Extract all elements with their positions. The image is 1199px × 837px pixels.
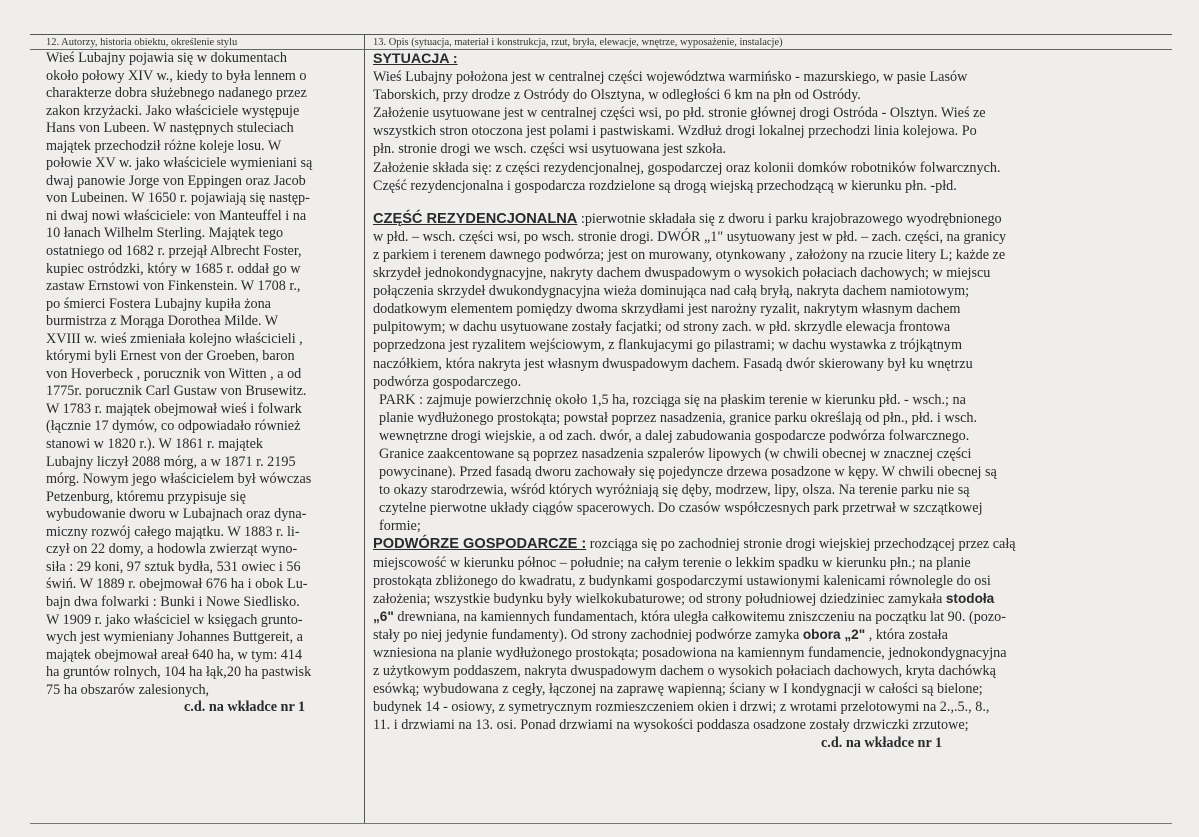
- history-line: Petzenburg, któremu przypisuje się: [46, 488, 246, 505]
- history-line: miczny rozwój całego majątku. W 1883 r. li-: [46, 523, 300, 540]
- farm-line: budynek 14 - osiowy, z symetrycznym rozmieszczeniem okien i drzwi; z wrotami przelotowymi na 2.,.5., 8.,: [373, 699, 990, 716]
- farm-heading: PODWÓRZE GOSPODARCZE :: [373, 536, 587, 553]
- history-line: ha gruntów rolnych, 104 ha łąk,20 ha pastwisk: [46, 664, 312, 681]
- history-line: ni dwaj nowi właściciele: von Manteuffel i na: [46, 207, 307, 224]
- continued-note-left: c.d. na wkładce nr 1: [184, 699, 306, 716]
- history-line: Lubajny liczył 2088 mórg, a w 1871 r. 2195: [46, 453, 296, 470]
- byre-text-end: , która została: [865, 626, 948, 643]
- situation-line: Założenie usytuowane jest w centralnej części wsi, po płd. stronie głównej drogi Ostróda - Olsztyn. Wieś ze: [373, 105, 986, 122]
- farm-line: [373, 590, 1169, 608]
- continued-note-right: c.d. na wkładce nr 1: [821, 735, 943, 752]
- history-line: burmistrza z Morąga Dorothea Milde. W: [46, 313, 279, 330]
- residential-first-text: :pierwotnie składała się z dworu i parku krajobrazowego wyodrębnionego: [577, 210, 1002, 227]
- history-line: połowie XV w. jako właściciele wymieniani są: [46, 155, 313, 172]
- farm-line: wzniesiona na planie wydłużonego prostokąta; posadowiona na kamiennym fundamencie, jednokondygnacyjna: [373, 645, 1007, 661]
- history-line: siła : 29 koni, 97 sztuk bydła, 531 owiec i 56: [46, 558, 301, 575]
- history-line: około połowy XIV w., kiedy to była lennem o: [46, 67, 307, 84]
- byre-line: [373, 626, 1169, 644]
- history-line: świń. W 1889 r. obejmował 676 ha i obok Lu-: [46, 576, 308, 593]
- history-line: czył on 22 domy, a hodowla zwierząt wyno-: [46, 541, 298, 558]
- residential-line: pulpitowym; w dachu usytuowane zostały facjatki; od strony zach. w płd. skrzydle elewacja frontowa: [373, 319, 951, 336]
- history-line: którymi byli Ernest von der Groeben, baron: [46, 348, 295, 365]
- park-line: formie;: [379, 518, 421, 535]
- park-line: czytelne pierwotne układy ciągów spacerowych. Do czasów współczesnych park przetrwał w szczątkowej: [379, 500, 983, 517]
- situation-line: Wieś Lubajny położona jest w centralnej części województwa warmińsko - mazurskiego, w pasie Lasów: [373, 69, 968, 86]
- farm-line-text: założenia; wszystkie budynku były wielkokubaturowe; od strony południowej dziedziniec zamykała: [373, 590, 943, 607]
- park-line: Granice zaakcentowane są poprzez nasadzenia szpalerów lipowych (w chwili obecnej w znacznej części: [379, 445, 972, 462]
- history-line: zastaw Ernstowi von Finkenstein. W 1708 r.,: [46, 278, 301, 295]
- situation-line: płn. stronie drogi we wsch. części wsi usytuowana jest szkoła.: [373, 141, 727, 158]
- form-sheet: [30, 34, 1172, 824]
- column-divider: [364, 35, 365, 823]
- byre-text: stały po niej jedynie fundamenty). Od strony zachodniej podwórze zamyka: [373, 626, 800, 643]
- history-line: mórg. Nowym jego właścicielem był wówczas: [46, 471, 312, 488]
- spacer: [373, 195, 1169, 210]
- residential-line: podwórza gospodarczego.: [373, 373, 522, 390]
- history-line: von Hoverbeck , porucznik von Witten , a od: [46, 365, 302, 382]
- history-line: W 1909 r. jako właściciel w księgach grunto-: [46, 611, 303, 628]
- park-line: to okazy starodrzewia, wśród których wyróżniają się dęby, modrzew, lipy, olsza. Na terenie parku nie są: [379, 482, 970, 499]
- farm-line: esówką; wybudowana z cegły, łączonej na zaprawę wapienną; ściany w I kondygnacji w całości są bielone;: [373, 681, 983, 698]
- farm-paragraph-c: [373, 644, 1169, 734]
- history-line: wybudowanie dworu w Lubajnach oraz dyna-: [46, 506, 307, 523]
- history-line: charakterze dobra służebnego nadanego przez: [46, 85, 307, 102]
- farm-line-text: prostokąta zbliżonego do kwadratu, z budynkami gospodarczymi ustawionymi kalenicami równolegle do osi: [373, 572, 991, 589]
- history-line: 75 ha obszarów zalesionych,: [46, 681, 210, 698]
- situation-line: wszystkich stron otoczona jest polami i pastwiskami. Wzdłuż drogi lokalnej przechodzi linia kolejowa. Po: [373, 123, 977, 140]
- residential-heading: CZĘŚĆ REZYDENCJONALNA: [373, 210, 578, 227]
- residential-line: w płd. – wsch. części wsi, po wsch. stronie drogi. DWÓR „1" usytuowany jest w płd. – zach. części, na granicy: [373, 228, 1007, 245]
- residential-first-line: [373, 210, 1169, 228]
- residential-line: naczółkiem, która nakryta jest własnym dwuspadowym dachem. Fasadą dwór skierowany był ku wnętrzu: [373, 355, 973, 372]
- barn-text: drewniana, na kamiennych fundamentach, która uległa całkowitemu zniszczeniu na początku lat 90. (pozo-: [393, 608, 1006, 625]
- farm-line-text: miejscowość w kierunku północ – południe; na całym terenie o lekkim spadku w kierunku płn.; na planie: [373, 554, 971, 571]
- farm-line: [373, 572, 1169, 590]
- description-column: [373, 50, 1169, 753]
- history-line: XVIII w. wieś zmieniała kolejno właścicieli ,: [46, 330, 303, 347]
- situation-line: Taborskich, przy drodze z Ostródy do Olsztyna, w odległości 6 km na płn od Ostródy.: [373, 87, 861, 104]
- history-line: kupiec ostródzki, który w 1685 r. oddał go w: [46, 260, 301, 277]
- history-line: von Lubeinen. W 1650 r. pojawiają się następ-: [46, 190, 310, 207]
- history-line: majątek przechodził różne koleje losu. W: [46, 137, 282, 154]
- history-line: 10 łanach Wilhelm Sterling. Majątek tego: [46, 225, 284, 242]
- history-line: dwaj panowie Jorge von Eppingen oraz Jacob: [46, 172, 306, 189]
- history-column: [46, 50, 356, 717]
- residential-paragraph: [373, 228, 1169, 391]
- farm-line: [373, 554, 1169, 572]
- history-line: zakon krzyżacki. Jako właściciele występuje: [46, 102, 300, 119]
- park-line: PARK : zajmuje powierzchnię około 1,5 ha, rozciąga się na płaskim terenie w kierunku płd. - wsch.; na: [379, 391, 966, 408]
- history-line: ostatniego od 1682 r. przejął Albrecht Foster,: [46, 243, 302, 260]
- situation-line: Część rezydencjonalna i gospodarcza rozdzielone są drogą wiejską przechodzącą w kierunku płn. -płd.: [373, 177, 957, 194]
- farm-first-line: [373, 535, 1169, 553]
- history-line: po śmierci Fostera Lubajny kupiła żona: [46, 295, 271, 312]
- situation-paragraph: [373, 68, 1169, 195]
- farm-paragraph-a: [373, 554, 1169, 608]
- history-line: bajn dwa folwarki : Bunki i Nowe Siedlisko.: [46, 593, 300, 610]
- situation-heading: SYTUACJA :: [373, 51, 458, 67]
- barn-line: [373, 608, 1169, 626]
- park-line: planie wydłużonego prostokąta; powstał poprzez nasadzenia, granice parku określają od płn., płd. i wsch.: [379, 409, 978, 426]
- park-paragraph: [373, 391, 1169, 536]
- residential-line: skrzydeł jednokondygnacyjne, nakryty dachem dwuspadowym o wysokich połaciach dachowych; w miejscu: [373, 265, 991, 282]
- history-line: majątek obejmował areał 640 ha, w tym: 414: [46, 646, 303, 663]
- history-section-header: 12. Autorzy, historia obiektu, określenie stylu: [46, 37, 238, 48]
- park-line: wewnętrzne drogi wiejskie, a od zach. dwór, a dalej zabudowania gospodarcze podwórza folwarcznego.: [379, 427, 970, 444]
- residential-line: z parkiem i terenem dawnego podwórza; jest on murowany, otynkowany , założony na rzucie litery L; każde ze: [373, 246, 1006, 263]
- residential-line: połączenia skrzydeł dwukondygnacyjna wieża dominująca nad całą bryłą, nakryta dachem namiotowym;: [373, 283, 970, 300]
- history-line: Wieś Lubajny pojawia się w dokumentach: [46, 50, 287, 66]
- farm-line: z użytkowym poddaszem, nakryta dwuspadowym dachem o wysokich połaciach dachowych, kryta dachówką: [373, 663, 996, 680]
- history-line: W 1783 r. majątek obejmował wieś i folwark: [46, 400, 302, 417]
- park-line: powycinane). Przed fasadą dworu zachowały się pojedyncze drzewa posadzone w kępy. W chwili obecnej są: [379, 464, 997, 481]
- barn-number: „6": [373, 608, 394, 624]
- farm-first-text: rozciąga się po zachodniej stronie drogi wiejskiej przechodzącej przez całą: [586, 536, 1016, 553]
- byre-label: obora „2": [802, 626, 866, 642]
- situation-line: Założenie składa się: z części rezydencjonalnej, gospodarczej oraz kolonii domków robotników folwarcznych.: [373, 159, 1001, 176]
- description-section-header: 13. Opis (sytuacja, materiał i konstrukcja, rzut, bryła, elewacje, wnętrze, wyposażenie, instalacje): [373, 37, 783, 48]
- farm-line: 11. i drzwiami na 13. osi. Ponad drzwiami na wysokości poddasza osadzone zostały drzwiczki zrzutowe;: [373, 717, 969, 734]
- residential-line: poprzedzona jest ryzalitem wejściowym, z flankujacymi go pilastrami; w dachu wystawka z trójkątnym: [373, 337, 962, 354]
- history-line: (łącznie 17 dymów, co odpowiadało również: [46, 418, 301, 435]
- barn-label: stodoła: [945, 590, 995, 606]
- history-line: Hans von Lubeen. W następnych stuleciach: [46, 120, 294, 137]
- residential-line: dodatkowym elementem pomiędzy dwoma skrzydłami jest narożny ryzalit, nakrytym własnym dachem: [373, 301, 961, 318]
- history-line: stanowi w 1820 r.). W 1861 r. majątek: [46, 436, 263, 453]
- history-line: wych jest wymieniany Johannes Buttgereit, a: [46, 629, 303, 646]
- history-line: 1775r. porucznik Carl Gustaw von Brusewitz.: [46, 383, 307, 400]
